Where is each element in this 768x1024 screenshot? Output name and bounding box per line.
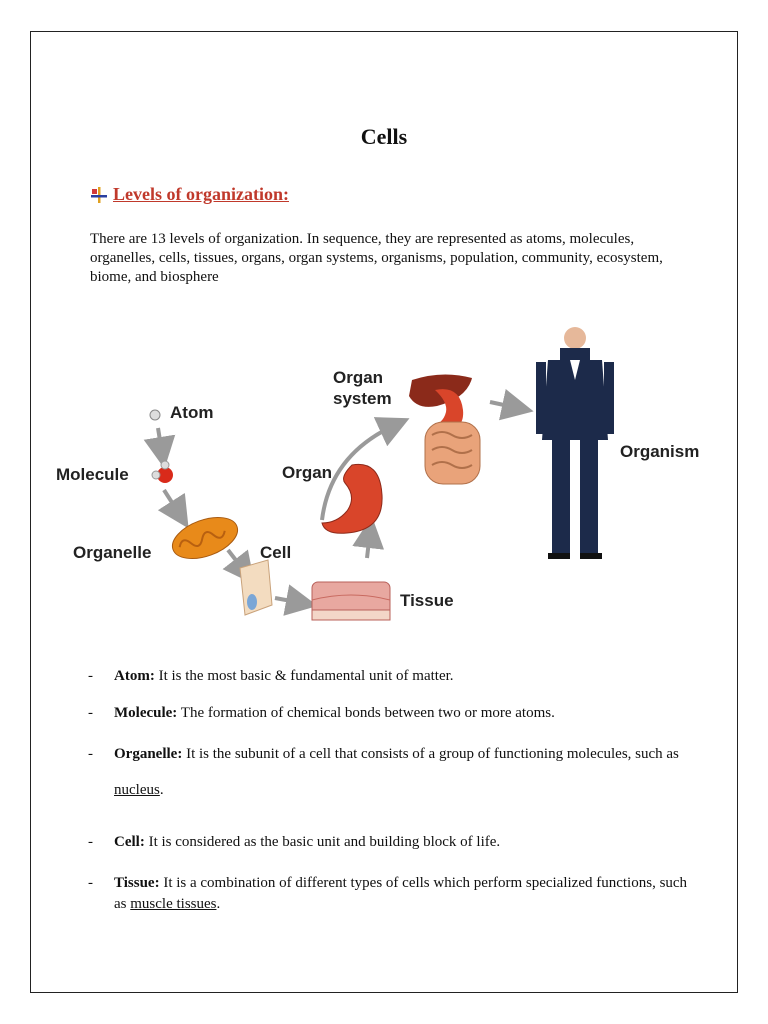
label-organ: Organ — [282, 463, 333, 482]
link-muscle-tissues: muscle tissues — [130, 896, 217, 912]
label-organ-system-line1: Organ — [333, 368, 384, 387]
definitions-list — [88, 668, 688, 915]
definition-molecule: - Molecule: The formation of chemical bonds between two or more atoms. — [88, 705, 555, 721]
definition-atom: - Atom: It is the most basic & fundamental unit of matter. — [88, 668, 454, 684]
organism-shape — [536, 327, 614, 559]
definition-cell: - Cell: It is considered as the basic unit and building block of life. — [88, 834, 501, 850]
tissue-shape — [312, 582, 390, 620]
definition-organelle: - Organelle: It is the subunit of a cell that consists of a group of functioning molecules, such as nucleus. — [88, 746, 679, 798]
intro-paragraph: There are 13 levels of organization. In sequence, they are represented as atoms, molecules, organelles, cells, tissues, organs, organ systems, organisms, population, community, ecosystem, biome, and biosphere — [90, 231, 663, 285]
section-heading-text: Levels of organization: — [113, 184, 289, 204]
cell-shape — [240, 560, 272, 615]
atom-shape — [150, 410, 160, 420]
label-organ-system-line2: system — [333, 389, 392, 408]
levels-diagram-art — [40, 310, 730, 650]
molecule-shape — [152, 461, 173, 483]
section-heading — [90, 184, 289, 205]
label-cell: Cell — [260, 543, 292, 562]
label-tissue: Tissue — [400, 591, 454, 610]
label-organism: Organism — [620, 442, 700, 461]
document-title: Cells — [360, 124, 408, 149]
organ-system-shape — [409, 374, 480, 484]
label-molecule: Molecule — [56, 465, 129, 484]
levels-diagram — [40, 310, 730, 650]
label-organelle: Organelle — [73, 543, 152, 562]
bullet-icon — [90, 186, 108, 204]
link-nucleus: nucleus — [114, 782, 160, 798]
label-atom: Atom — [170, 403, 214, 422]
definition-tissue: - Tissue: It is a combination of different types of cells which perform specialized functions, such as muscle tissues. — [88, 875, 688, 912]
